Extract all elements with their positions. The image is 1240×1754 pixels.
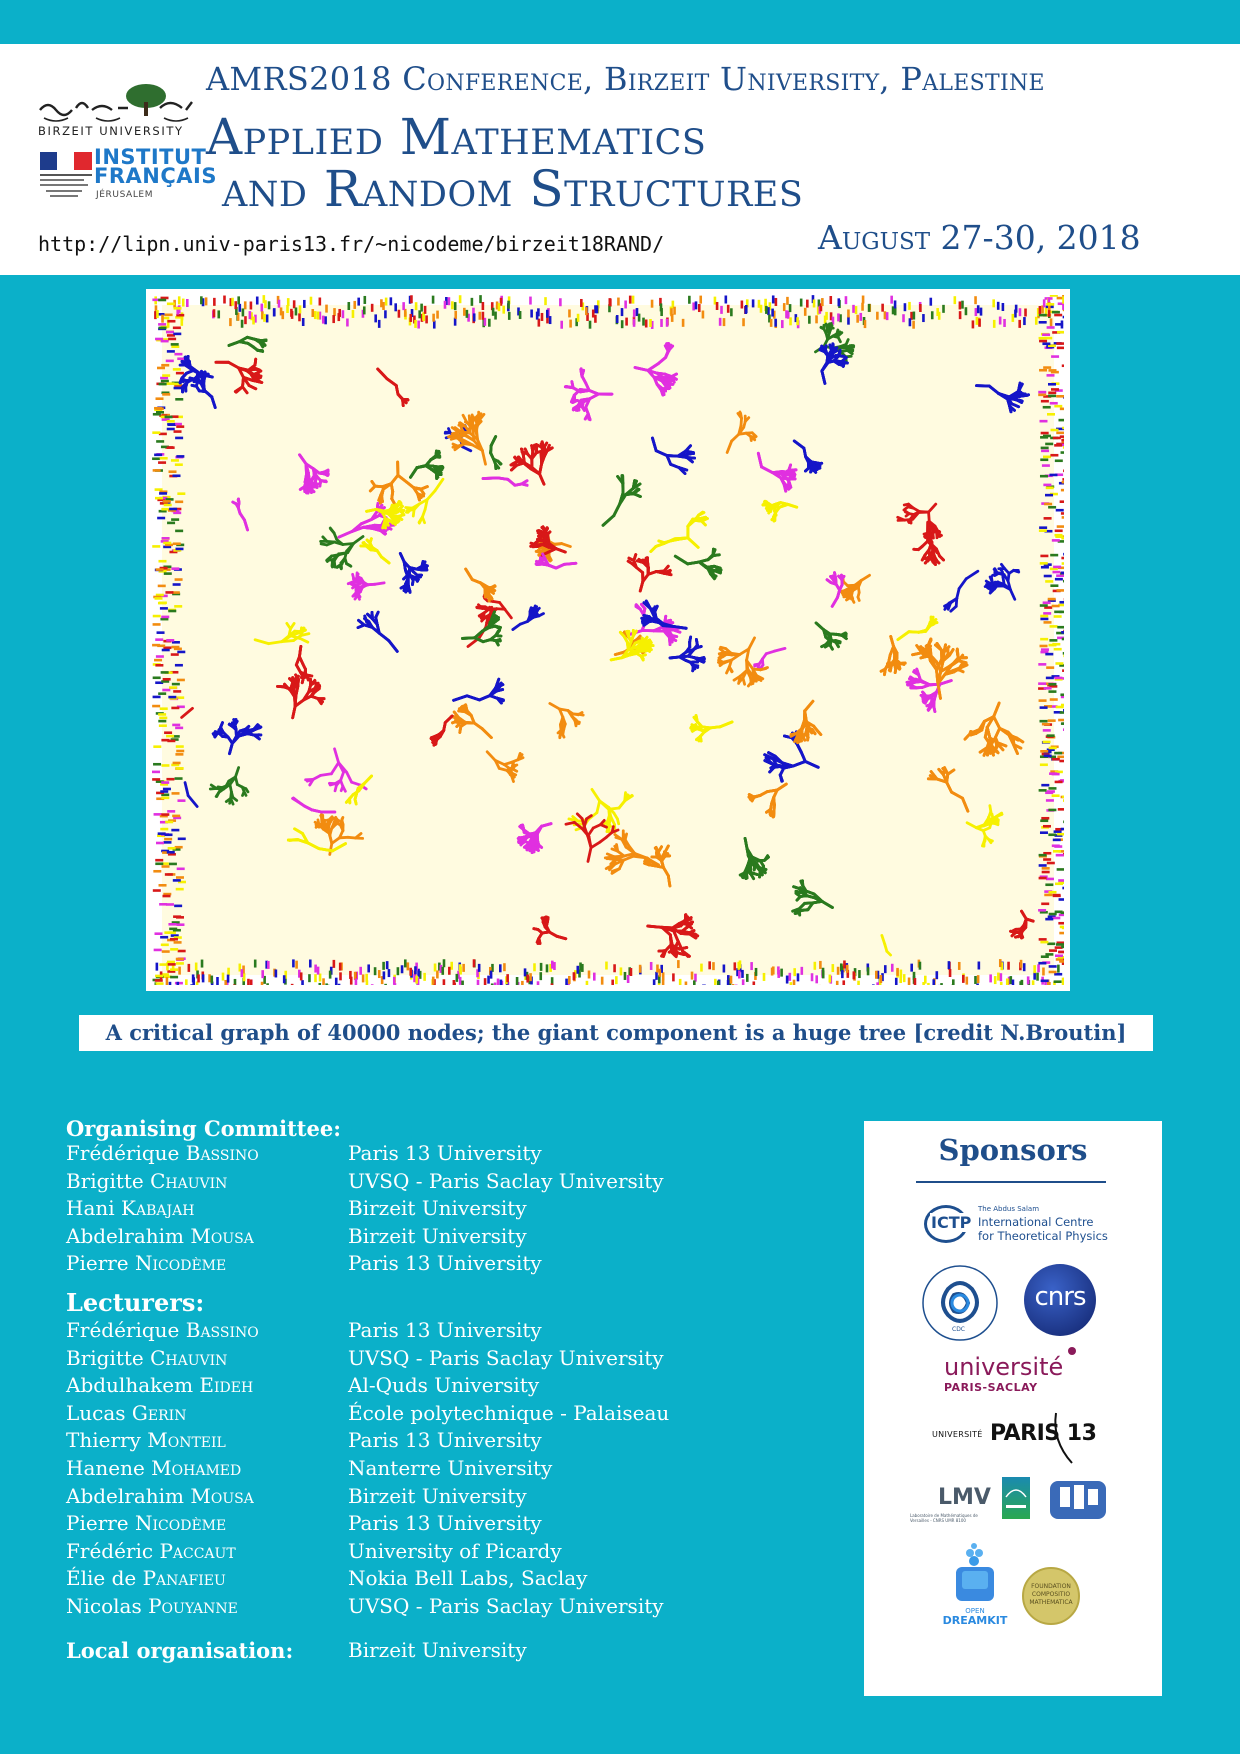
graph-edge xyxy=(633,856,646,858)
graph-edge xyxy=(330,784,335,785)
graph-edge xyxy=(512,763,513,767)
graph-edge xyxy=(753,676,755,682)
graph-edge xyxy=(617,819,618,824)
graph-edge xyxy=(269,642,282,644)
graph-edge xyxy=(321,544,327,545)
graph-edge xyxy=(906,511,909,513)
tree-edges xyxy=(152,295,1064,985)
graph-edge xyxy=(578,713,582,715)
graph-edge xyxy=(335,785,336,791)
graph-edge xyxy=(827,325,828,329)
graph-edge xyxy=(612,827,613,833)
graph-edge xyxy=(848,346,853,347)
graph-edge xyxy=(990,806,991,812)
institut-line1: INSTITUT xyxy=(94,145,207,169)
graph-edge xyxy=(461,432,470,433)
graph-edge xyxy=(625,834,626,840)
graph-edge xyxy=(348,582,353,584)
institut-city: JÉRUSALEM xyxy=(96,190,154,200)
graph-edge xyxy=(330,843,332,854)
graph-edge xyxy=(838,337,840,341)
graph-edge xyxy=(452,432,460,434)
graph-edge xyxy=(575,721,576,726)
graph-edge xyxy=(990,577,992,582)
graph-edge xyxy=(933,533,934,538)
graph-edge xyxy=(761,668,766,669)
graph-edge xyxy=(755,664,760,665)
birzeit-logo-text: BIRZEIT UNIVERSITY xyxy=(38,124,184,138)
conference-line: AMRS2018 Conference, Birzeit University, Palestine xyxy=(206,60,1045,98)
graph-edge xyxy=(904,504,908,505)
institut-line2: FRANÇAIS xyxy=(94,164,217,188)
graph-edge xyxy=(485,598,488,601)
graph-edge xyxy=(321,774,332,776)
graph-edge xyxy=(243,792,245,796)
graph-edge xyxy=(846,340,848,345)
graph-edge xyxy=(353,574,354,579)
institut-francais-logo xyxy=(94,145,217,188)
graph-edge xyxy=(453,444,458,446)
graph-edge xyxy=(295,631,301,632)
graph-edge xyxy=(246,789,248,792)
graph-edge xyxy=(346,564,350,566)
graph-edge xyxy=(616,837,622,839)
graph-edge xyxy=(589,837,591,848)
title-line-1: Applied Mathematics xyxy=(206,108,707,166)
graph-edge xyxy=(530,608,531,612)
graph-edge xyxy=(1014,570,1018,571)
conference-url[interactable]: http://lipn.univ-paris13.fr/~nicodeme/birzeit18RAND/ xyxy=(38,232,665,256)
graph-edge xyxy=(1000,569,1002,572)
graph-edge xyxy=(858,597,859,600)
graph-edge xyxy=(997,814,1002,816)
graph-edge xyxy=(566,822,574,824)
graph-edge xyxy=(991,589,995,591)
graph-edge xyxy=(210,788,216,789)
graph-edge xyxy=(614,856,624,857)
graph-edge xyxy=(535,607,537,611)
graph-edge xyxy=(751,678,752,684)
graph-edge xyxy=(341,786,343,790)
graph-edge xyxy=(937,532,938,538)
random-tree-graphic xyxy=(152,295,1064,985)
graph-edge xyxy=(343,543,354,544)
olive-tree-icon xyxy=(126,84,166,116)
graph-edge xyxy=(751,437,756,438)
graph-edge xyxy=(316,824,320,826)
marianne-flag-icon xyxy=(40,150,92,202)
graph-edge xyxy=(334,561,335,567)
conference-date: August 27-30, 2018 xyxy=(818,218,1141,257)
graph-edge xyxy=(989,840,993,841)
title-line-2: and Random Structures xyxy=(222,160,804,218)
graph-edge xyxy=(846,593,849,595)
graph-edge xyxy=(357,574,358,578)
graph-edge xyxy=(617,845,618,852)
graph-edge xyxy=(449,429,451,433)
graph-edge xyxy=(218,787,222,788)
graph-edge xyxy=(301,634,309,636)
critical-graph-figure xyxy=(146,289,1070,991)
